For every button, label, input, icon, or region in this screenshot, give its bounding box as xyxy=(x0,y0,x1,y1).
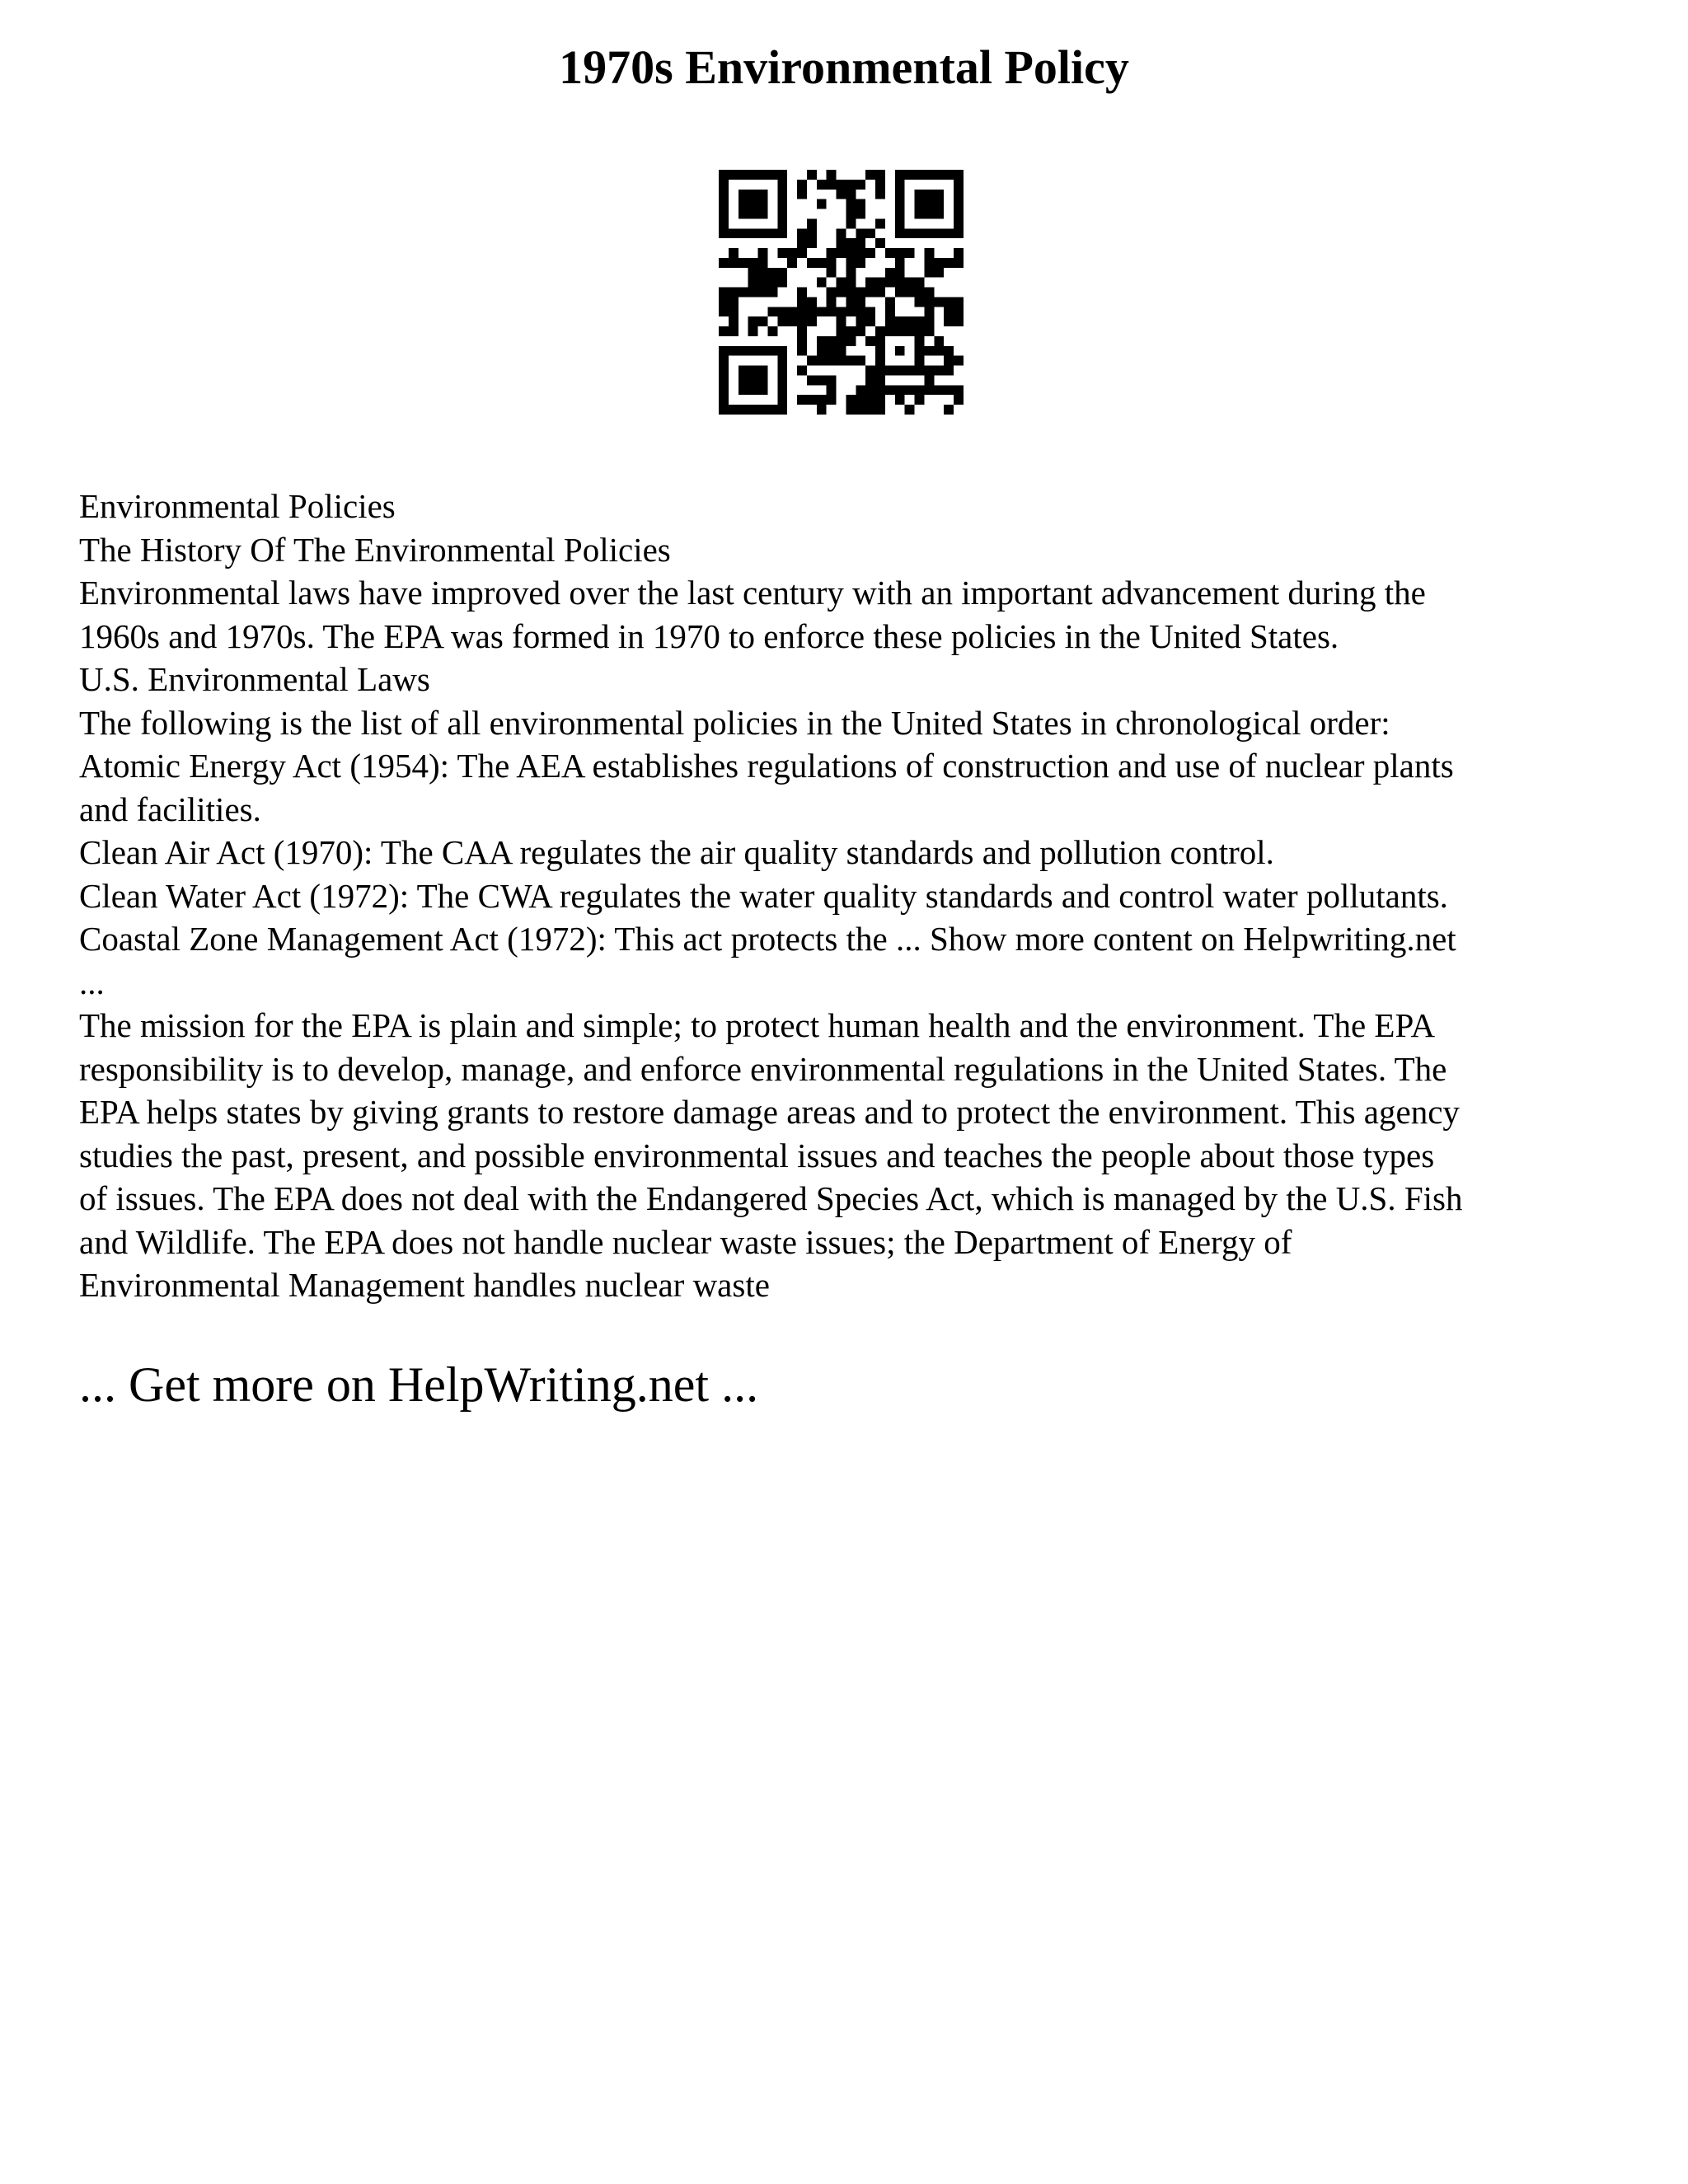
page-title: 1970s Environmental Policy xyxy=(559,40,1129,94)
body-line: Environmental Management handles nuclear waste xyxy=(79,1266,770,1304)
body-line: Environmental laws have improved over the last century with an important advancement during the xyxy=(79,574,1426,612)
body-line: Coastal Zone Management Act (1972): This act protects the ... Show more content on Helpwriting.net xyxy=(79,920,1456,958)
body-line: of issues. The EPA does not deal with the Endangered Species Act, which is managed by the U.S. Fish xyxy=(79,1179,1463,1217)
body-line: Environmental Policies xyxy=(79,487,396,525)
body-line: 1960s and 1970s. The EPA was formed in 1970 to enforce these policies in the United States. xyxy=(79,616,1339,655)
body-line: studies the past, present, and possible environmental issues and teaches the people about those types xyxy=(79,1136,1435,1174)
body-line: and Wildlife. The EPA does not handle nuclear waste issues; the Department of Energy of xyxy=(79,1222,1292,1261)
body-line: The History Of The Environmental Policies xyxy=(79,530,671,569)
qr-code-icon xyxy=(719,170,964,415)
body-line: responsibility is to develop, manage, and enforce environmental regulations in the United States. The xyxy=(79,1049,1447,1088)
body-line: Clean Air Act (1970): The CAA regulates the air quality standards and pollution control. xyxy=(79,833,1274,871)
body-line: The mission for the EPA is plain and simple; to protect human health and the environment. The EPA xyxy=(79,1006,1436,1044)
body-line: Clean Water Act (1972): The CWA regulates the water quality standards and control water pollutants. xyxy=(79,876,1448,915)
body-line: ... xyxy=(79,963,105,1001)
body-line: U.S. Environmental Laws xyxy=(79,660,430,698)
body-line: The following is the list of all environmental policies in the United States in chronological order: xyxy=(79,703,1390,742)
get-more-link[interactable]: ... Get more on HelpWriting.net ... xyxy=(79,1357,759,1412)
body-line: EPA helps states by giving grants to restore damage areas and to protect the environment. This agency xyxy=(79,1093,1460,1131)
body-line: and facilities. xyxy=(79,790,261,828)
article-body xyxy=(79,485,1629,1307)
body-line: Atomic Energy Act (1954): The AEA establishes regulations of construction and use of nuclear plants xyxy=(79,747,1454,785)
